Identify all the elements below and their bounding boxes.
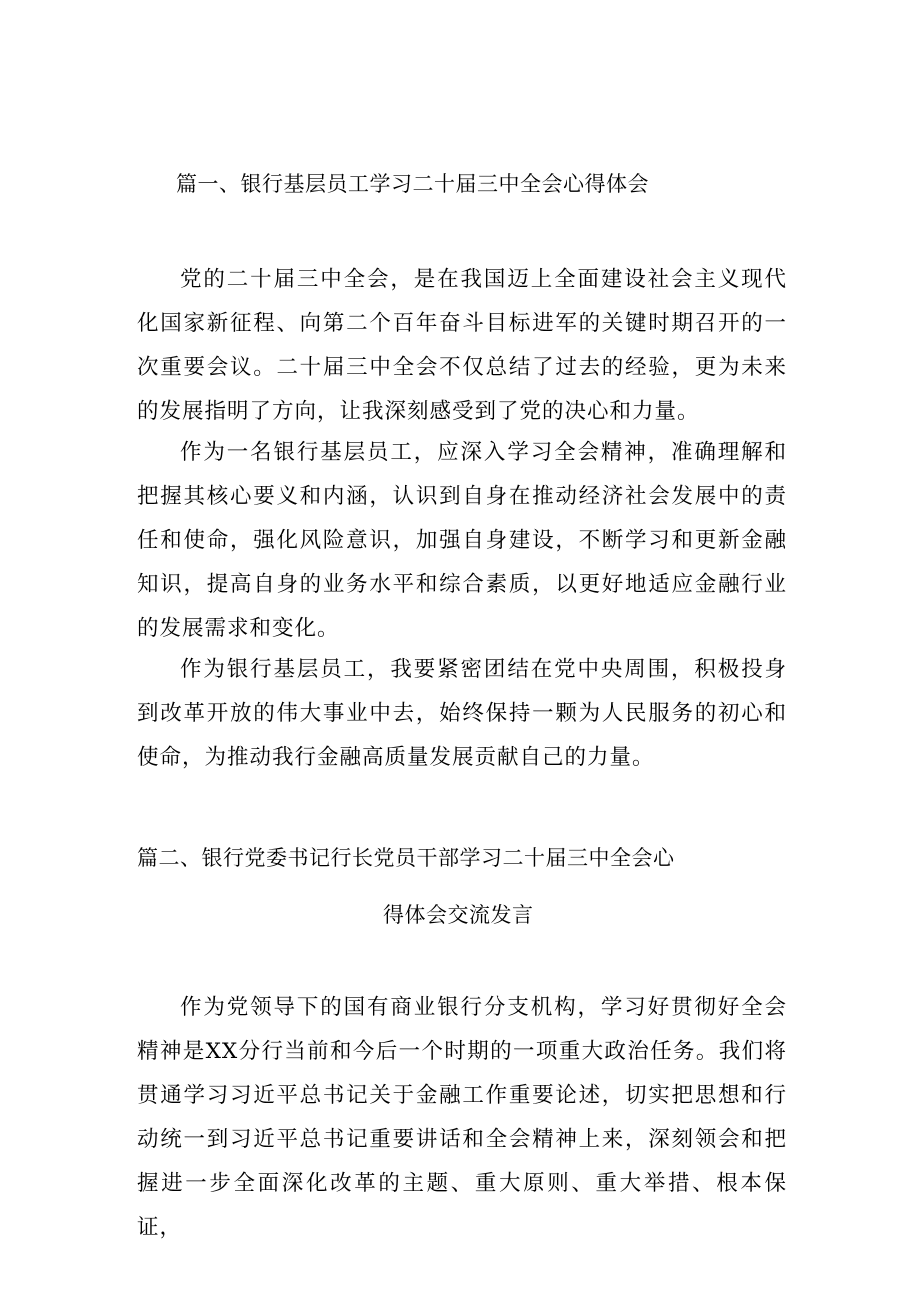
section-2-title-line-2: 得体会交流发言 (383, 903, 534, 927)
section-1-paragraph-2: 作为一名银行基层员工，应深入学习全会精神，准确理解和把握其核心要义和内涵，认识到自身在推动经济社会发展中的责任和使命，强化风险意识，加强自身建设，不断学习和更新金融知识，提高自身的业务水平和综合素质，以更好地适应金融行业的发展需求和变化。 (137, 440, 787, 641)
section-1-paragraph-1: 党的二十届三中全会，是在我国迈上全面建设社会主义现代化国家新征程、向第二个百年奋斗目标进军的关键时期召开的一次重要会议。二十届三中全会不仅总结了过去的经验，更为未来的发展指明了方向，让我深刻感受到了党的决心和力量。 (137, 267, 787, 424)
section-2-paragraph-1: 作为党领导下的国有商业银行分支机构，学习好贯彻好全会精神是XX分行当前和今后一个时期的一项重大政治任务。我们将贯通学习习近平总书记关于金融工作重要论述，切实把思想和行动统一到习近平总书记重要讲话和全会精神上来，深刻领会和把握进一步全面深化改革的主题、重大原则、重大举措、根本保证， (137, 995, 787, 1240)
section-1-title: 篇一、银行基层员工学习二十届三中全会心得体会 (176, 172, 649, 196)
section-2-title-line-1: 篇二、银行党委书记行长党员干部学习二十届三中全会心 (137, 846, 675, 870)
section-1-paragraph-3: 作为银行基层员工，我要紧密团结在党中央周围，积极投身到改革开放的伟大事业中去，始终保持一颗为人民服务的初心和使命，为推动我行金融高质量发展贡献自己的力量。 (137, 657, 787, 770)
